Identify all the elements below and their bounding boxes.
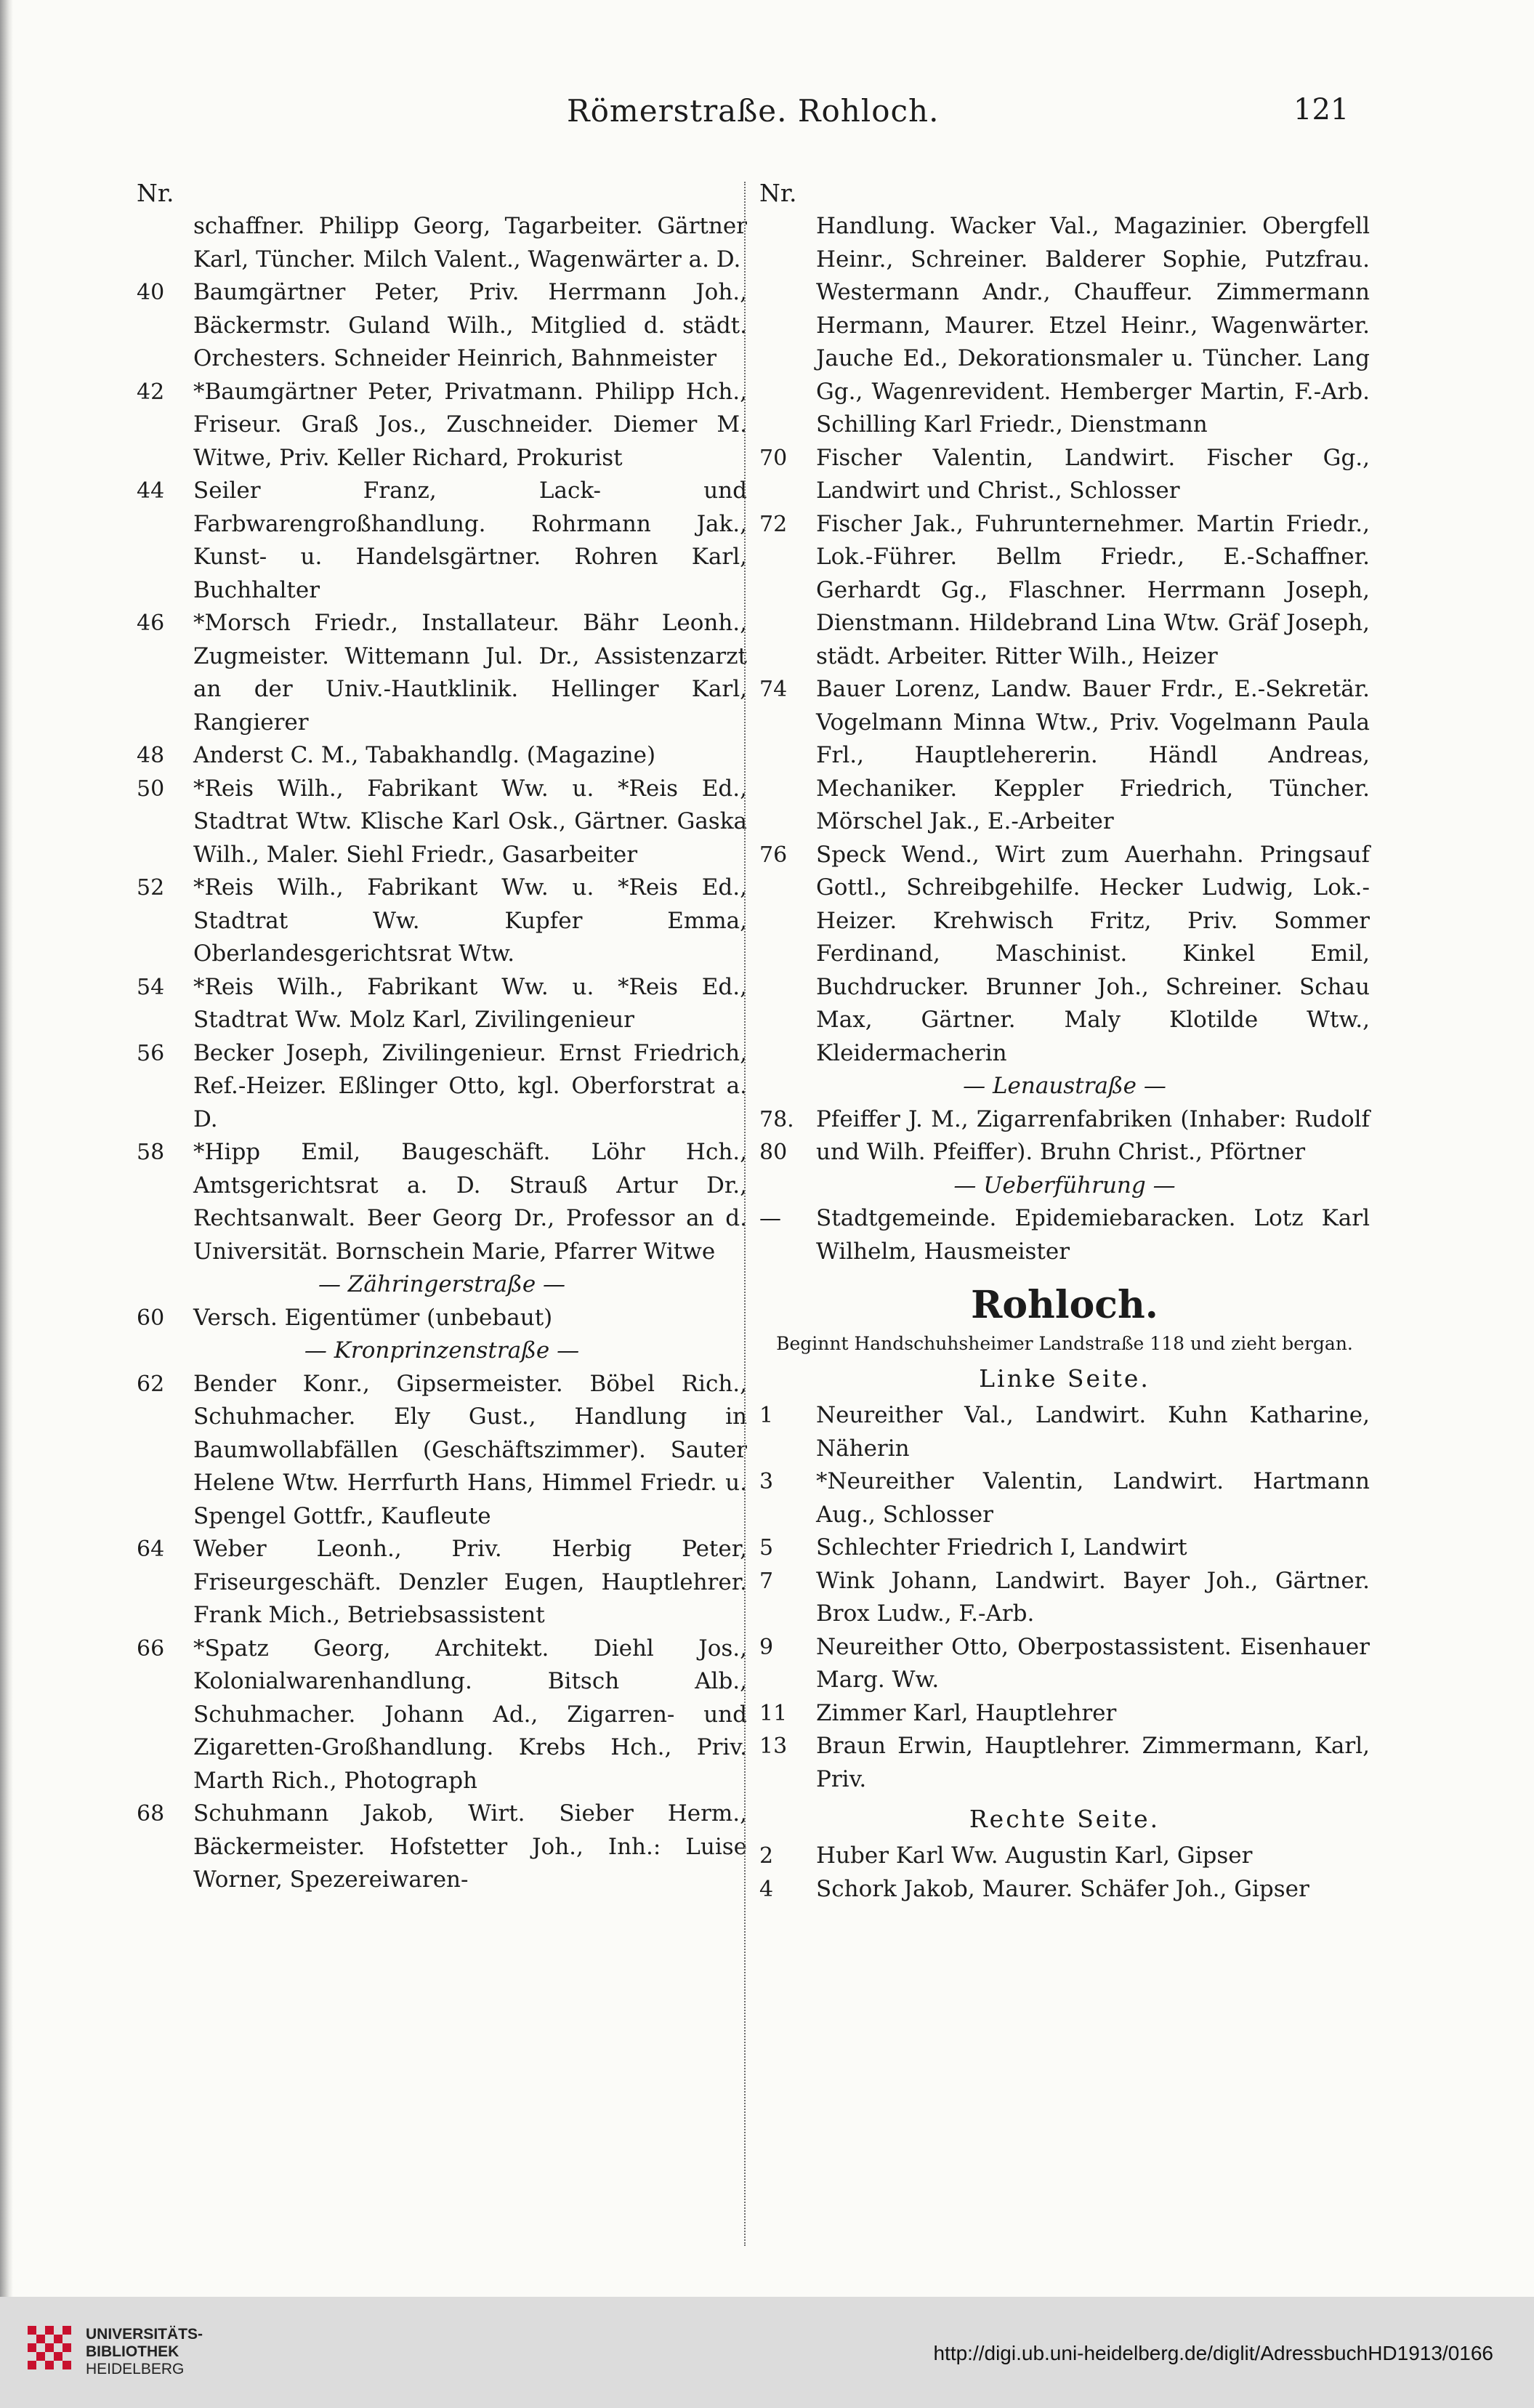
- house-number: 48: [137, 743, 165, 768]
- directory-entry: [759, 1531, 1370, 1565]
- street-heading: Rohloch.: [971, 1283, 1158, 1327]
- entry-text: Huber Karl Ww. Augustin Karl, Gipser: [816, 1843, 1253, 1869]
- directory-entry: [137, 1136, 747, 1268]
- entry-text: Neureither Otto, Oberpostassistent. Eisenhauer Marg. Ww.: [816, 1633, 1370, 1693]
- directory-entry: [137, 871, 747, 971]
- directory-entry: [759, 1840, 1370, 1873]
- directory-entry: [137, 1533, 747, 1632]
- directory-entry: [759, 1631, 1370, 1697]
- entry-text: Anderst C. M., Tabakhandlg. (Magazine): [193, 742, 656, 768]
- house-number: 5: [759, 1535, 774, 1561]
- directory-entry: [759, 1873, 1370, 1906]
- library-name-line2: BIBLIOTHEK: [86, 2343, 179, 2360]
- directory-entry: [137, 1037, 747, 1137]
- entry-text: *Spatz Georg, Architekt. Diehl Jos., Kolonialwarenhandlung. Bitsch Alb., Schuhmacher. Johann Ad., Zigarren- und Zigaretten-Großhandlung. Krebs Hch., Priv. Marth Rich., Photograph: [193, 1635, 747, 1794]
- house-number: 7: [759, 1568, 774, 1594]
- house-number: 64: [137, 1537, 165, 1562]
- entry-text: Handlung. Wacker Val., Magazinier. Obergfell Heinr., Schreiner. Balderer Sophie, Putzfrau. Westermann Andr., Chauffeur. Zimmermann Hermann, Maurer. Etzel Heinr., Wagenwärter. Jauche Ed., Dekorationsmaler u. Tüncher. Lang Gg., Wagenrevident. Hemberger Martin, F.-Arb. Schilling Karl Friedr., Dienstmann: [816, 213, 1370, 438]
- entry-text: Speck Wend., Wirt zum Auerhahn. Pringsauf Gottl., Schreibgehilfe. Hecker Ludwig, Lok.-Heizer. Krehwisch Fritz, Priv. Sommer Ferdinand, Maschinist. Kinkel Emil, Buchdrucker. Brunner Joh., Schreiner. Schau Max, Gärtner. Maly Klotilde Wtw., Kleidermacherin: [816, 841, 1370, 1066]
- entry-text: Wink Johann, Landwirt. Bayer Joh., Gärtner. Brox Ludw., F.-Arb.: [816, 1567, 1370, 1627]
- entry-text: Braun Erwin, Hauptlehrer. Zimmermann, Karl, Priv.: [816, 1733, 1370, 1792]
- directory-entry: [759, 839, 1370, 1071]
- house-number: 1: [759, 1403, 774, 1428]
- street-crossing: — Zähringerstraße —: [318, 1271, 566, 1297]
- house-number: 9: [759, 1634, 774, 1660]
- footer-bar: [0, 2297, 1534, 2408]
- directory-entry: [759, 442, 1370, 508]
- entry-text: Schuhmann Jakob, Wirt. Sieber Herm., Bäckermeister. Hofstetter Joh., Inh.: Luise Worner, Spezereiwaren-: [193, 1800, 747, 1893]
- directory-entry: [137, 376, 747, 475]
- entry-text: *Morsch Friedr., Installateur. Bähr Leonh., Zugmeister. Wittemann Jul. Dr., Assistenzarzt an der Univ.-Hautklinik. Hellinger Karl, Rangierer: [193, 610, 747, 736]
- directory-entry: [137, 971, 747, 1037]
- house-number: 74: [759, 677, 788, 702]
- directory-entry: [137, 1368, 747, 1534]
- entry-text: Weber Leonh., Priv. Herbig Peter, Friseurgeschäft. Denzler Eugen, Hauptlehrer. Frank Mich., Betriebsassistent: [193, 1536, 747, 1628]
- entry-text: Bender Konr., Gipsermeister. Böbel Rich., Schuhmacher. Ely Gust., Handlung in Baumwollabfällen (Geschäftszimmer). Sauter Helene Wtw. Herrfurth Hans, Himmel Friedr. u. Spengel Gottfr., Kaufleute: [193, 1370, 747, 1529]
- street-crossing: — Kronprinzenstraße —: [304, 1337, 580, 1364]
- column-label: Nr.: [759, 179, 797, 207]
- entry-text: Schlechter Friedrich I, Landwirt: [816, 1534, 1187, 1561]
- directory-entry: [137, 607, 747, 739]
- page-number: 121: [1293, 93, 1349, 126]
- house-number: [759, 210, 816, 442]
- house-number: 66: [137, 1635, 165, 1662]
- house-number: 62: [137, 1371, 165, 1397]
- entry-text: *Reis Wilh., Fabrikant Ww. u. *Reis Ed., Stadtrat Ww. Kupfer Emma, Oberlandesgerichtsrat Wtw.: [193, 874, 747, 967]
- entry-text: Versch. Eigentümer (unbebaut): [193, 1304, 553, 1331]
- side-label: Rechte Seite.: [969, 1805, 1160, 1833]
- directory-entry: [137, 1632, 747, 1798]
- house-number: 56: [137, 1040, 165, 1066]
- directory-entry: [759, 1730, 1370, 1796]
- left-column: [137, 178, 747, 1897]
- directory-entry: [759, 1202, 1370, 1268]
- house-number: 58: [137, 1140, 165, 1165]
- directory-entry: [137, 1302, 747, 1335]
- source-url[interactable]: http://digi.ub.uni-heidelberg.de/diglit/AdressbuchHD1913/0166: [933, 2342, 1493, 2364]
- entry-text: Bauer Lorenz, Landw. Bauer Frdr., E.-Sekretär. Vogelmann Minna Wtw., Priv. Vogelmann Paula Frl., Hauptlehererin. Händl Andreas, Mechaniker. Keppler Friedrich, Tüncher. Mörschel Jak., E.-Arbeiter: [816, 676, 1370, 834]
- entry-text: *Reis Wilh., Fabrikant Ww. u. *Reis Ed., Stadtrat Wtw. Klische Karl Osk., Gärtner. Gaska Wilh., Maler. Siehl Friedr., Gasarbeiter: [193, 775, 747, 868]
- street-crossing: — Lenaustraße —: [963, 1073, 1166, 1099]
- right-column: [759, 178, 1370, 1906]
- house-number: 54: [137, 974, 165, 1000]
- entry-text: *Reis Wilh., Fabrikant Ww. u. *Reis Ed., Stadtrat Ww. Molz Karl, Zivilingenieur: [193, 973, 747, 1033]
- house-number: 50: [137, 776, 165, 802]
- column-divider: [744, 182, 746, 2246]
- library-name-line1: UNIVERSITÄTS-: [86, 2326, 203, 2343]
- side-label: Linke Seite.: [979, 1364, 1150, 1393]
- house-number: 78. 80: [759, 1106, 794, 1165]
- house-number: 60: [137, 1305, 165, 1331]
- entry-text: Becker Joseph, Zivilingenieur. Ernst Friedrich, Ref.-Heizer. Eßlinger Otto, kgl. Oberforstrat a. D.: [193, 1039, 747, 1132]
- directory-entry: [759, 673, 1370, 839]
- house-number: 52: [137, 875, 165, 901]
- directory-entry: [759, 508, 1370, 674]
- directory-entry: [759, 1465, 1370, 1531]
- library-name: [86, 2326, 246, 2378]
- directory-entry: [137, 210, 747, 276]
- house-number: 76: [759, 842, 788, 868]
- house-number: 46: [137, 611, 165, 636]
- library-name-line3: HEIDELBERG: [86, 2361, 185, 2377]
- directory-entry: [759, 1565, 1370, 1631]
- house-number: 42: [137, 379, 165, 405]
- house-number: 11: [759, 1700, 788, 1726]
- house-number: 44: [137, 478, 165, 504]
- library-logo-icon: [28, 2326, 71, 2369]
- entry-text: Fischer Jak., Fuhrunternehmer. Martin Friedr., Lok.-Führer. Bellm Friedr., E.-Schaffner. Gerhardt Gg., Flaschner. Herrmann Joseph, Dienstmann. Hildebrand Lina Wtw. Gräf Joseph, städt. Arbeiter. Ritter Wilh., Heizer: [816, 510, 1370, 669]
- entry-text: Neureither Val., Landwirt. Kuhn Katharine, Näherin: [816, 1402, 1370, 1462]
- directory-entry: [137, 1797, 747, 1897]
- house-number: 70: [759, 445, 788, 471]
- house-number: 13: [759, 1733, 788, 1759]
- directory-entry: [137, 773, 747, 872]
- entry-text: schaffner. Philipp Georg, Tagarbeiter. Gärtner Karl, Tüncher. Milch Valent., Wagenwärter a. D.: [193, 213, 747, 273]
- entry-text: Seiler Franz, Lack- und Farbwarengroßhandlung. Rohrmann Jak., Kunst- u. Handelsgärtner. Rohren Karl, Buchhalter: [193, 478, 747, 603]
- entry-text: Fischer Valentin, Landwirt. Fischer Gg., Landwirt und Christ., Schlosser: [816, 444, 1370, 504]
- directory-entry: [759, 1103, 1370, 1169]
- directory-entry: [137, 739, 747, 773]
- scan-edge: [0, 0, 13, 2297]
- house-number: 72: [759, 511, 788, 537]
- street-intro: Beginnt Handschuhsheimer Landstraße 118 und zieht bergan.: [776, 1333, 1353, 1354]
- street-crossing: — Ueberführung —: [953, 1172, 1176, 1199]
- house-number: 40: [137, 280, 165, 305]
- entry-text: *Baumgärtner Peter, Privatmann. Philipp Hch., Friseur. Graß Jos., Zuschneider. Diemer M. Witwe, Priv. Keller Richard, Prokurist: [193, 378, 747, 471]
- directory-entry: [759, 1399, 1370, 1465]
- directory-entry: [759, 1697, 1370, 1731]
- directory-entry: [759, 210, 1370, 442]
- house-number: 68: [137, 1801, 165, 1827]
- entry-text: Zimmer Karl, Hauptlehrer: [816, 1699, 1117, 1726]
- entry-text: Baumgärtner Peter, Priv. Herrmann Joh., Bäckermstr. Guland Wilh., Mitglied d. städt. Orchesters. Schneider Heinrich, Bahnmeister: [193, 279, 747, 371]
- entry-text: Pfeiffer J. M., Zigarrenfabriken (Inhaber: Rudolf und Wilh. Pfeiffer). Bruhn Christ., Pförtner: [816, 1106, 1370, 1165]
- column-label: Nr.: [137, 179, 174, 207]
- directory-entry: [137, 475, 747, 607]
- entry-text: Schork Jakob, Maurer. Schäfer Joh., Gipser: [816, 1875, 1309, 1902]
- house-number: —: [759, 1206, 781, 1231]
- house-number: 2: [759, 1843, 774, 1869]
- entry-text: *Neureither Valentin, Landwirt. Hartmann Aug., Schlosser: [816, 1468, 1370, 1528]
- house-number: 3: [759, 1469, 774, 1494]
- entry-text: *Hipp Emil, Baugeschäft. Löhr Hch., Amtsgerichtsrat a. D. Strauß Artur Dr., Rechtsanwalt. Beer Georg Dr., Professor an d. Universität. Bornschein Marie, Pfarrer Witwe: [193, 1139, 747, 1265]
- house-number: [137, 210, 193, 276]
- entry-text: Stadtgemeinde. Epidemiebaracken. Lotz Karl Wilhelm, Hausmeister: [816, 1205, 1370, 1265]
- house-number: 4: [759, 1876, 774, 1902]
- page-title: Römerstraße. Rohloch.: [567, 93, 940, 129]
- directory-entry: [137, 276, 747, 376]
